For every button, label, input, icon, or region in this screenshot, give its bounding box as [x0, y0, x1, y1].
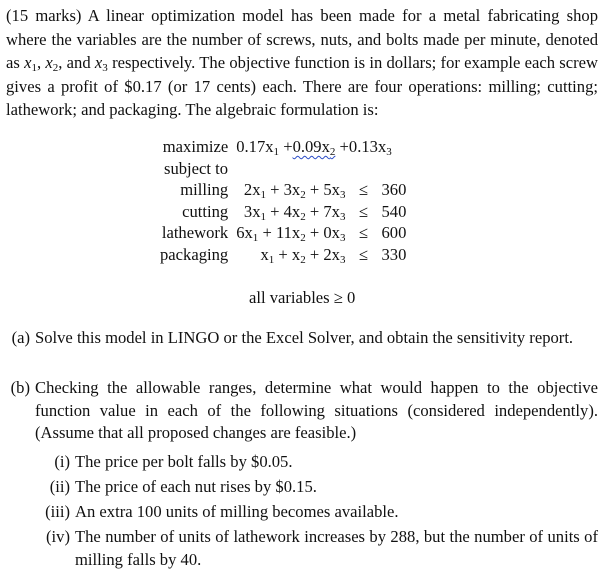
question-a-marker: (a) [11, 328, 30, 347]
question-b [0, 377, 612, 447]
subquestion-iv [0, 526, 612, 574]
constraint-operator: ≤ [358, 223, 369, 242]
subquestion-text: The number of units of lathework increases by 288, but the number of units of milling falls by 40. [75, 527, 598, 569]
subquestion-ii [0, 476, 612, 500]
constraint-operator: ≤ [358, 180, 369, 199]
var-x1: x [24, 53, 32, 72]
subquestion-marker: (i) [54, 452, 70, 471]
subquestion-marker: (iii) [45, 502, 70, 521]
objective-label: maximize [162, 137, 229, 156]
objective-row [160, 136, 406, 158]
constraint-row [160, 244, 406, 266]
constraint-operator: ≤ [358, 244, 369, 264]
underlined-term: $0.09x_2$ [292, 137, 336, 158]
constraint-row [160, 222, 406, 244]
question-a [0, 327, 612, 373]
subquestion-marker: (ii) [49, 477, 70, 496]
subquestion-text: The price per bolt falls by $0.05. [75, 452, 293, 471]
subquestion-i [0, 451, 612, 475]
constraint-expression: $6x_1 + 11x_2 + 0x_3$ [236, 223, 346, 244]
constraint-expression: $2x_1 + 3x_2 + 5x_3$ [243, 180, 346, 201]
constraint-rhs: 360 [381, 180, 407, 199]
subquestion-text: The price of each nut rises by $0.15. [75, 477, 317, 496]
question-b-text: Checking the allowable ranges, determine what would happen to the objective function value in each of the following situations (considered independently). (Assume that all proposed changes are feasible.) [35, 378, 598, 442]
subquestion-marker: (iv) [46, 527, 70, 546]
intro-text-1: (15 marks) A linear optimization model has been made for a metal fabricating shop where the variables are the number of screws, nuts, and bolts made per minute, denoted as [6, 6, 598, 72]
nonnegativity-constraint: all variables ≥ 0 [249, 288, 356, 307]
var-x3: x [94, 53, 103, 72]
var-x2-sub: 2 [52, 62, 59, 74]
var-x2: x [45, 53, 53, 72]
constraint-expression: $x_1 + x_2 + 2x_3$ [260, 244, 346, 266]
constraint-row [160, 201, 406, 223]
constraint-rhs: 600 [381, 223, 407, 242]
var-x1-sub: 1 [31, 62, 37, 74]
subquestion-text: An extra 100 units of milling becomes available. [75, 502, 399, 521]
objective-expression: $0.17x_1 +0.09x_2 +0.13x_3$ [236, 137, 392, 158]
constraint-operator: ≤ [358, 201, 369, 221]
constraint-rhs: 330 [381, 244, 407, 264]
subject-to-row [160, 158, 406, 180]
intro-text-2: respectively. The objective function is in dollars; for example each screw gives a profit of $0.17 (or 17 cents) each. There are four operations: milling; cutting; lathework; and packaging. The algebraic formulation is: [6, 53, 599, 119]
question-a-text: Solve this model in LINGO or the Excel Solver, and obtain the sensitivity report. [35, 328, 574, 347]
constraint-row [160, 179, 406, 201]
constraint-label: lathework [161, 223, 229, 242]
var-x3-sub: 3 [102, 62, 108, 74]
constraint-rhs: 540 [381, 201, 407, 221]
question-b-marker: (b) [10, 378, 30, 397]
constraint-label: milling [180, 180, 229, 199]
subquestion-iii [0, 501, 612, 525]
subject-to-label: subject to [164, 158, 229, 178]
problem-intro: (15 marks) A linear optimization model has been made for a metal fabricating shop where the variables are the number of screws, nuts, and bolts made per minute, denoted as $x_1$, $x_2$, and $x_3$ respectively. The objective function is in dollars; for example each screw gives a profit of $0.17 (or 17 cents) each. There are four operations: milling; cutting; lathework; and packaging. The algebraic formulation is: [6, 6, 599, 119]
constraint-label: packaging [160, 244, 229, 264]
lp-model [160, 136, 406, 265]
constraint-expression: $3x_1 + 4x_2 + 7x_3$ [243, 201, 346, 223]
constraint-label: cutting [182, 201, 229, 221]
